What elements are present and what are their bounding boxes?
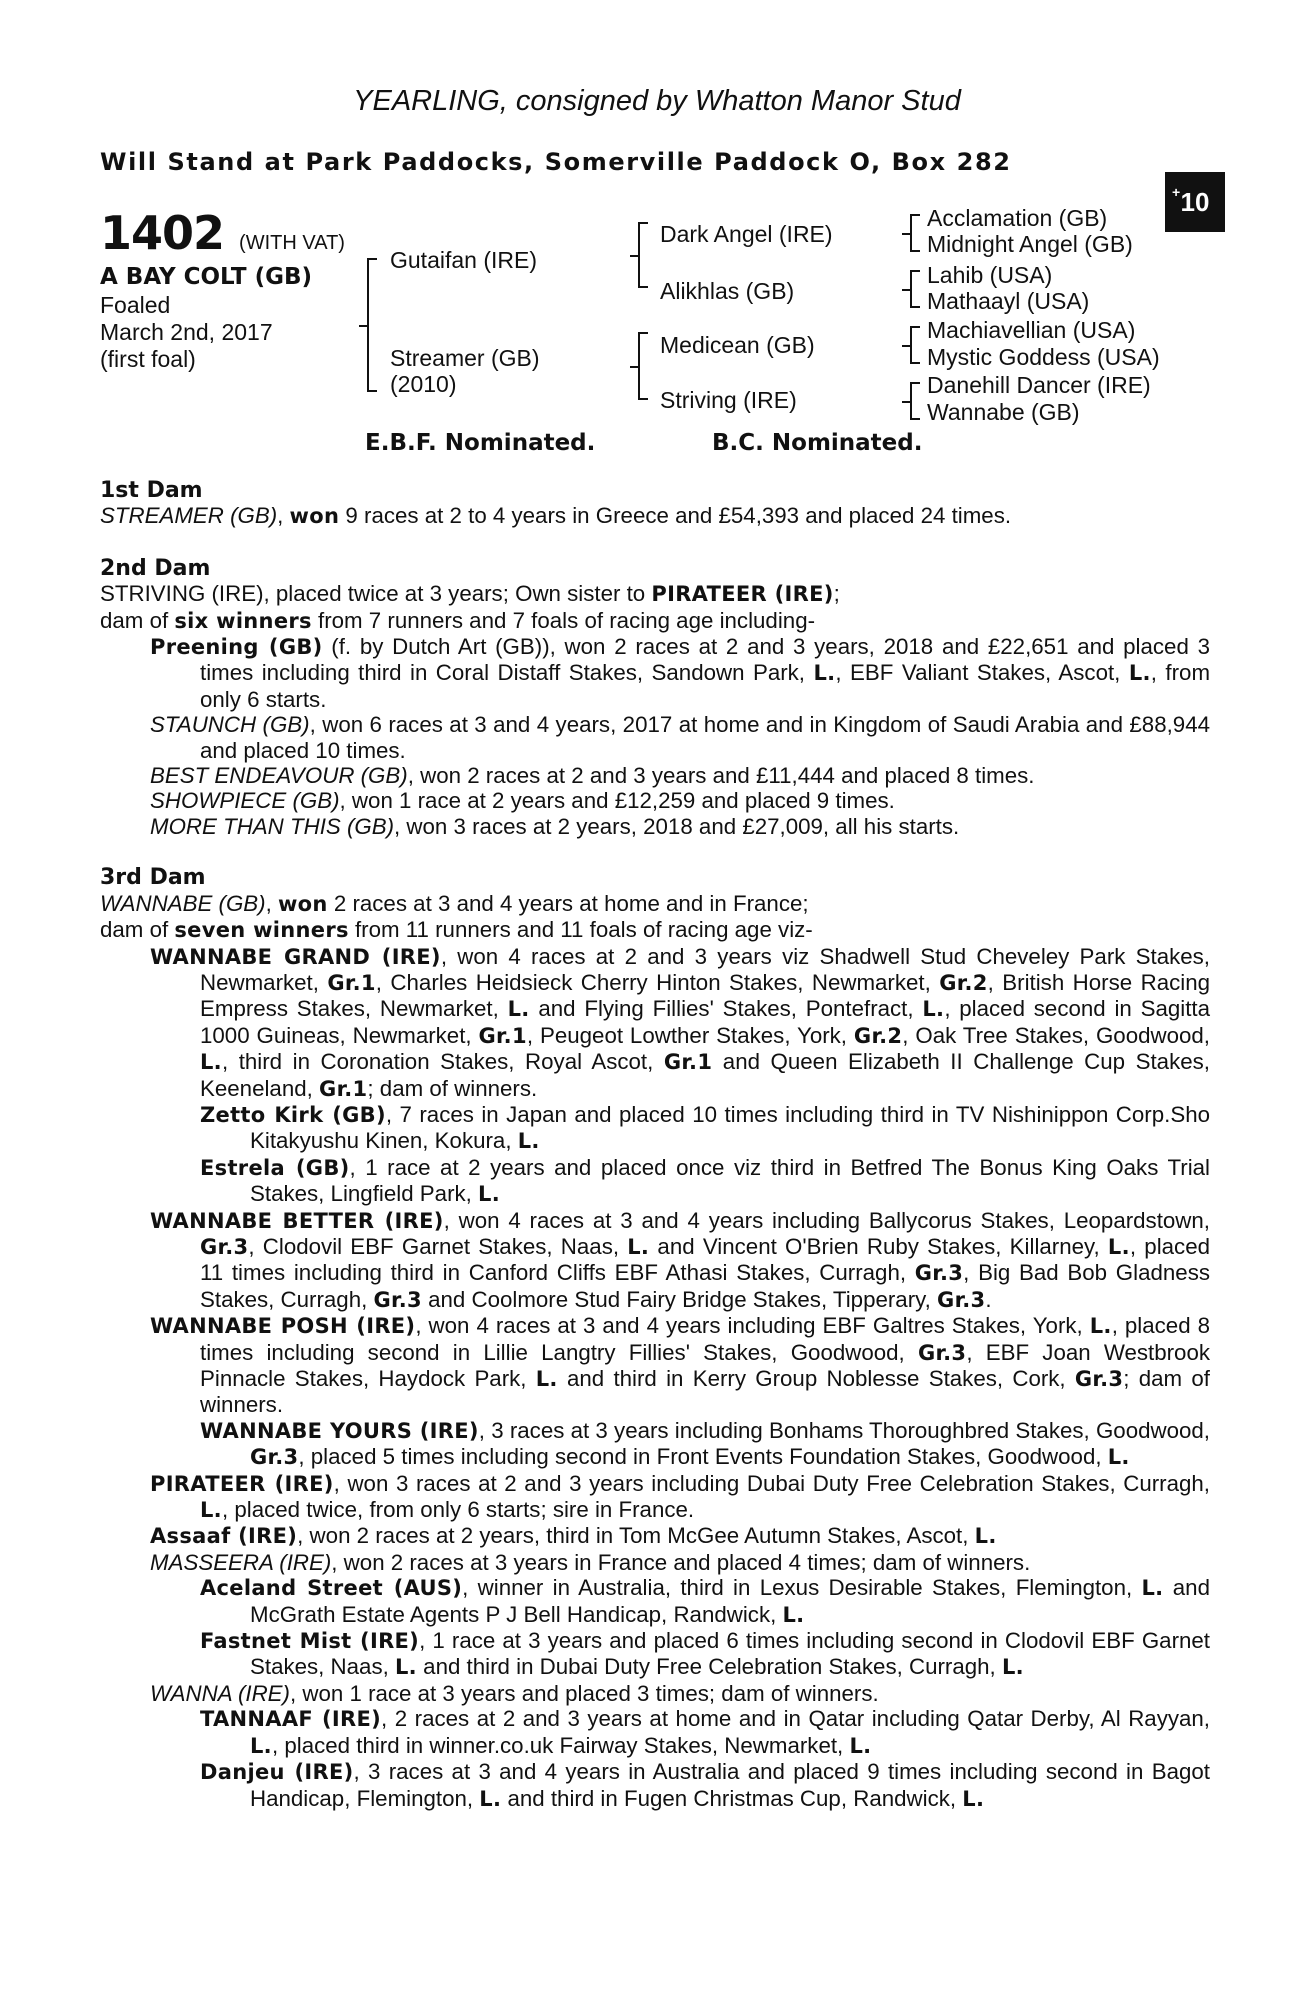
text-run: MORE THAN THIS (GB) [150,813,395,839]
produce-entry [200,1102,1210,1155]
badge-mark: + [1172,184,1181,200]
dam-dam: Striving (IRE) [660,387,797,413]
text-run: and third in Dubai Duty Free Celebration Stakes, Curragh, [416,1654,1002,1680]
section-heading: 1st Dam [100,478,203,503]
bc-nominated: B.C. Nominated. [712,430,923,456]
pedigree-brace-3b [910,270,920,308]
text-run: , British Horse Racing Empress Stakes, Newmarket, [200,969,1211,1022]
text-run: and McGrath Estate Agents P J Bell Handicap, Randwick, [250,1575,1210,1627]
text-run: , [265,890,278,916]
text-run: Gr.3 [937,1287,986,1312]
g3-ancestor-3: Lahib (USA) [927,262,1053,288]
text-run: from 7 runners and 7 foals of racing age including- [311,607,816,633]
foal-note: (first foal) [100,346,196,372]
text-run: WANNABE (GB) [100,890,266,916]
text-run: Gr.3 [250,1445,299,1470]
consignment-header: YEARLING, consigned by Whatton Manor Stud [353,85,961,117]
text-run: , Oak Tree Stakes, Goodwood, [902,1022,1210,1048]
text-run: L. [1141,1576,1164,1601]
foaled-label: Foaled [100,292,171,318]
text-run: , [277,503,290,529]
pedigree-brace-3a [910,214,920,252]
produce-entry [150,1550,1210,1575]
text-run: , 3 races at 3 and 4 years in Australia and placed 9 times including second in Bagot Handicap, Flemington, [250,1759,1210,1811]
dam-line [100,608,1210,634]
text-run: , won 4 races at 2 and 3 years viz Shadwell Stud Cheveley Park Stakes, Newmarket, [200,943,1210,995]
g3-ancestor-8: Wannabe (GB) [927,399,1080,425]
text-run: , 7 races in Japan and placed 10 times including third in TV Nishinippon Corp.Sho Kitakyushu Kinen, Kokura, [250,1101,1211,1154]
text-run: , won 6 races at 3 and 4 years, 2017 at home and in Kingdom of Saudi Arabia and £88,944 and placed 10 times. [200,712,1210,763]
text-run: and Queen Elizabeth II Challenge Cup Stakes, Keeneland, [200,1049,1210,1101]
produce-entry [150,634,1210,712]
text-run: Zetto Kirk (GB) [200,1102,386,1127]
text-run: L. [535,1367,558,1391]
lot-number-line [100,208,345,268]
sire-dam: Alikhlas (GB) [660,278,795,304]
text-run: PIRATEER (IRE) [651,582,834,607]
produce-entry [200,1575,1210,1628]
text-run: and Vincent O'Brien Ruby Stakes, Killarney, [649,1233,1108,1259]
text-run: Aceland Street (AUS) [200,1576,463,1601]
text-run: L. [507,997,530,1022]
text-run: L. [395,1655,417,1680]
text-run: , EBF Valiant Stakes, Ascot, [835,660,1129,686]
text-run: , won 1 race at 3 years and placed 3 times; dam of winners. [289,1680,879,1706]
text-run: , 3 races at 3 years including Bonhams Thoroughbred Stakes, Goodwood, [478,1417,1210,1443]
produce-entry [150,1471,1210,1524]
text-run: , won 4 races at 3 and 4 years including EBF Galtres Stakes, York, [415,1313,1090,1339]
dam-line [100,917,1210,943]
text-run: ; [833,581,840,607]
text-run: and Coolmore Stud Fairy Bridge Stakes, Tipperary, [421,1286,938,1312]
text-run: L. [517,1129,540,1154]
text-run: (f. by Dutch Art (GB)), won 2 races at 2 and 3 years, 2018 and £22,651 and placed 3 times including third in Coral Distaff Stakes, Sandown Park, [200,634,1210,686]
g3-ancestor-6: Mystic Goddess (USA) [927,344,1160,370]
text-run: , placed 8 times including second in Lillie Langtry Fillies' Stakes, Goodwood, [200,1313,1210,1365]
text-run: , won 2 races at 3 years in France and placed 4 times; dam of winners. [331,1549,1031,1575]
produce-entry [200,1155,1210,1208]
text-run: WANNA (IRE) [150,1680,290,1706]
text-run: , won 1 race at 2 years and £12,259 and placed 9 times. [339,788,895,814]
text-run: STREAMER (GB) [100,503,278,529]
dam-section [100,478,1210,530]
g3-ancestor-7: Danehill Dancer (IRE) [927,372,1151,398]
text-run: , placed 5 times including second in Front Events Foundation Stakes, Goodwood, [298,1444,1108,1470]
produce-entry [150,814,1210,839]
text-run: Gr.3 [914,1261,964,1286]
text-run: BEST ENDEAVOUR (GB) [150,763,408,789]
text-run: , from only 6 starts. [200,660,1211,712]
produce-entry [150,1523,1210,1549]
text-run: Gr.3 [200,1234,249,1259]
produce-entry [150,788,1210,813]
text-run: Gr.1 [319,1076,368,1101]
text-run: Gr.3 [373,1287,422,1312]
text-run: L. [1001,1655,1024,1680]
vat-label: (WITH VAT) [239,232,345,254]
text-run: ; dam of winners. [367,1075,538,1101]
text-run: and third in Fugen Christmas Cup, Randwick, [501,1785,963,1811]
produce-record [100,478,1210,1812]
stand-location: Will Stand at Park Paddocks, Somerville Paddock O, Box 282 [100,148,1012,176]
text-run: Gr.2 [939,970,988,995]
sire: Gutaifan (IRE) [390,247,537,273]
ebf-nominated: E.B.F. Nominated. [365,430,596,456]
g3-ancestor-2: Midnight Angel (GB) [927,231,1133,257]
text-run: L. [1107,1445,1130,1470]
text-run: Gr.1 [663,1050,713,1075]
text-run: WANNABE POSH (IRE) [150,1314,416,1339]
text-run: , won 2 races at 2 and 3 years and £11,444 and placed 8 times. [407,763,1035,789]
text-run: , placed third in winner.co.uk Fairway Stakes, Newmarket, [271,1732,850,1758]
produce-entry [150,944,1210,1102]
text-run: L. [849,1733,872,1758]
text-run: seven winners [174,918,349,943]
text-run: Gr.2 [853,1023,903,1048]
text-run: STAUNCH (GB) [150,712,310,738]
badge-number: 10 [1180,187,1210,217]
pedigree-brace-2a [638,222,648,288]
text-run: L. [782,1602,805,1627]
sire-sire: Dark Angel (IRE) [660,221,833,247]
text-run: dam of [100,607,175,633]
text-run: 2 races at 3 and 4 years at home and in France; [327,890,809,916]
pedigree-brace-3c [910,326,920,364]
text-run: MASSEERA (IRE) [150,1549,332,1575]
text-run: and Flying Fillies' Stakes, Pontefract, [529,996,923,1022]
text-run: L. [922,997,945,1022]
foaled-date: March 2nd, 2017 [100,319,273,345]
text-run: , won 3 races at 2 and 3 years including Dubai Duty Free Celebration Stakes, Curragh, [333,1470,1211,1496]
foaled-block [100,292,273,373]
produce-entry [150,712,1210,763]
text-run: , placed twice, from only 6 starts; sire in France. [221,1497,695,1523]
text-run: WANNABE BETTER (IRE) [150,1208,444,1233]
dam-line [100,503,1210,529]
g3-ancestor-4: Mathaayl (USA) [927,288,1090,314]
text-run: Assaaf (IRE) [150,1524,298,1549]
text-run: TANNAAF (IRE) [200,1707,382,1732]
text-run: , winner in Australia, third in Lexus Desirable Stakes, Flemington, [462,1575,1142,1601]
text-run: won [289,504,340,529]
produce-entry [200,1706,1210,1759]
text-run: , placed second in Sagitta 1000 Guineas, Newmarket, [200,996,1210,1048]
text-run: , EBF Joan Westbrook Pinnacle Stakes, Haydock Park, [200,1339,1211,1391]
dam-section [100,556,1210,839]
text-run: ; dam of winners. [200,1366,1210,1418]
section-heading: 3rd Dam [100,865,206,891]
text-run: WANNABE YOURS (IRE) [200,1418,479,1443]
text-run: L. [962,1786,985,1811]
text-run: , Clodovil EBF Garnet Stakes, Naas, [248,1233,628,1259]
text-run: L. [200,1498,222,1523]
produce-entry [200,1759,1210,1812]
dam: Streamer (GB) [390,345,540,371]
dam-sire: Medicean (GB) [660,332,815,358]
text-run: L. [479,1786,502,1811]
pedigree-brace-3d [910,382,920,420]
text-run: won [277,891,328,916]
text-run: Estrela (GB) [200,1155,350,1180]
dam-section [100,865,1210,1812]
text-run: SHOWPIECE (GB) [150,788,340,814]
text-run: PIRATEER (IRE) [150,1471,334,1496]
text-run: , 1 race at 2 years and placed once viz third in Betfred The Bonus King Oaks Trial Stakes, Lingfield Park, [250,1154,1211,1207]
pedigree-brace-2b [638,332,648,400]
text-run: L. [478,1182,501,1207]
text-run: , won 2 races at 2 years, third in Tom McGee Autumn Stakes, Ascot, [297,1523,975,1549]
text-run: six winners [174,608,312,633]
pedigree-brace-1 [367,258,377,392]
text-run: , won 3 races at 2 years, 2018 and £27,009, all his starts. [394,813,960,839]
text-run: Fastnet Mist (IRE) [200,1629,420,1654]
text-run: STRIVING (IRE), placed twice at 3 years; Own sister to [100,581,652,607]
g3-ancestor-1: Acclamation (GB) [927,205,1108,231]
produce-entry [200,1628,1210,1681]
produce-entry [150,763,1210,788]
text-run: Gr.3 [917,1340,967,1365]
text-run: , 1 race at 3 years and placed 6 times including second in Clodovil EBF Garnet Stakes, Naas, [250,1628,1210,1680]
dam-year: (2010) [390,371,457,397]
text-run: 9 races at 2 to 4 years in Greece and £54,393 and placed 24 times. [339,503,1012,529]
text-run: L. [1128,661,1151,686]
text-run: L. [1089,1314,1112,1339]
text-run: Preening (GB) [150,635,323,660]
text-run: L. [200,1050,222,1075]
lot-number: 1402 [100,206,225,260]
text-run: Danjeu (IRE) [200,1760,354,1785]
text-run: , Big Bad Bob Gladness Stakes, Curragh, [200,1260,1210,1312]
produce-entry [200,1418,1210,1471]
produce-entry [150,1681,1210,1706]
section-heading: 2nd Dam [100,555,211,581]
text-run: dam of [100,917,175,943]
text-run: , won 4 races at 3 and 4 years including Ballycorus Stakes, Leopardstown, [443,1207,1210,1233]
catalogue-badge [1165,172,1225,232]
lot-title: A BAY COLT (GB) [100,264,313,290]
text-run: L. [974,1524,997,1549]
text-run: L. [627,1234,650,1259]
text-run: WANNABE GRAND (IRE) [150,944,441,969]
text-run: L. [1107,1234,1130,1259]
produce-entry [150,1313,1210,1418]
dam-line [100,581,1210,607]
dam-line [100,891,1210,917]
text-run: Gr.1 [478,1023,527,1048]
g3-ancestor-5: Machiavellian (USA) [927,317,1136,343]
text-run: L. [250,1733,272,1758]
text-run: , Charles Heidsieck Cherry Hinton Stakes, Newmarket, [375,969,940,995]
text-run: from 11 runners and 11 foals of racing age viz- [348,917,813,943]
produce-entry [150,1208,1210,1314]
text-run: , third in Coronation Stakes, Royal Ascot, [221,1049,664,1075]
text-run: Gr.1 [327,970,376,995]
text-run: , 2 races at 2 and 3 years at home and in Qatar including Qatar Derby, Al Rayyan, [381,1706,1211,1732]
text-run: . [985,1286,992,1312]
text-run: Gr.3 [1074,1367,1124,1391]
text-run: , placed 11 times including third in Canford Cliffs EBF Athasi Stakes, Curragh, [200,1233,1210,1286]
text-run: and third in Kerry Group Noblesse Stakes, Cork, [557,1366,1075,1391]
text-run: , Peugeot Lowther Stakes, York, [526,1022,854,1048]
text-run: L. [813,661,836,686]
